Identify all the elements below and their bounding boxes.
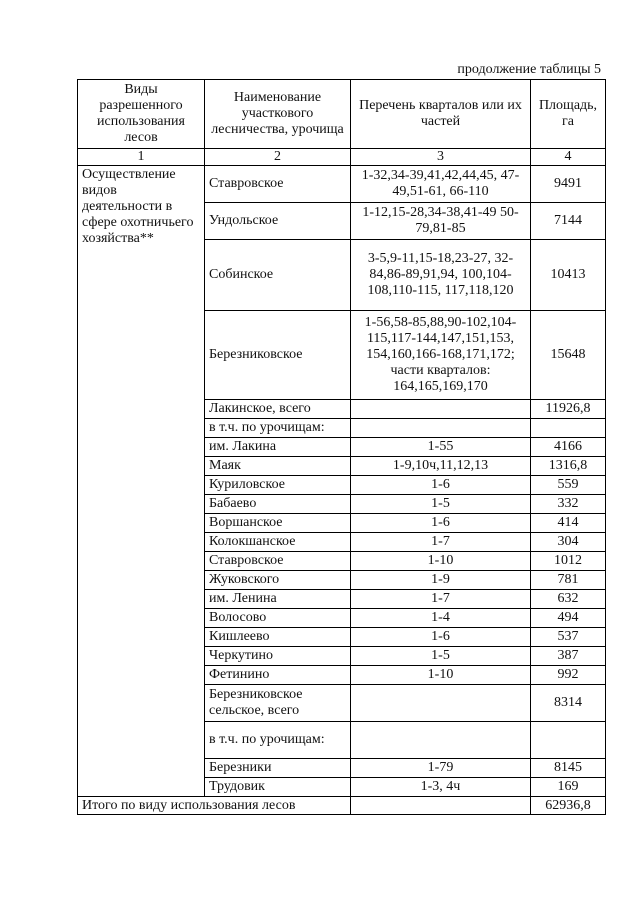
forestry-name-cell: Березниковское [205,311,351,400]
blocks-cell [351,419,531,438]
blocks-cell: 1-3, 4ч [351,778,531,797]
forestry-name-cell: Колокшанское [205,533,351,552]
column-number-row [78,149,606,166]
blocks-cell [351,400,531,419]
area-cell: 4166 [531,438,606,457]
blocks-cell: 1-32,34-39,41,42,44,45, 47-49,51-61, 66-110 [351,166,531,203]
table-header-row [78,80,606,149]
forestry-name-cell: Ставровское [205,166,351,203]
blocks-cell: 1-9,10ч,11,12,13 [351,457,531,476]
blocks-cell: 1-10 [351,552,531,571]
blocks-cell: 1-4 [351,609,531,628]
area-cell: 8314 [531,685,606,722]
forestry-name-cell: Березниковское сельское, всего [205,685,351,722]
blocks-cell: 1-10 [351,666,531,685]
header-usage: Виды разрешенного использования лесов [78,80,205,149]
header-blocks: Перечень кварталов или их частей [351,80,531,149]
area-cell: 387 [531,647,606,666]
blocks-cell: 1-7 [351,533,531,552]
table-continuation-caption: продолжение таблицы 5 [457,62,601,77]
forestry-name-cell: Фетинино [205,666,351,685]
forestry-name-cell: Черкутино [205,647,351,666]
blocks-cell [351,685,531,722]
blocks-cell: 1-7 [351,590,531,609]
forestry-name-cell: в т.ч. по урочищам: [205,722,351,759]
area-cell: 11926,8 [531,400,606,419]
blocks-cell: 1-12,15-28,34-38,41-49 50-79,81-85 [351,203,531,240]
area-cell: 304 [531,533,606,552]
forestry-name-cell: Кишлеево [205,628,351,647]
area-cell: 332 [531,495,606,514]
forestry-name-cell: Жуковского [205,571,351,590]
area-cell: 992 [531,666,606,685]
forestry-name-cell: Трудовик [205,778,351,797]
area-cell: 169 [531,778,606,797]
area-cell [531,419,606,438]
forestry-name-cell: Маяк [205,457,351,476]
forest-usage-table [77,79,606,815]
area-cell: 1316,8 [531,457,606,476]
area-cell: 8145 [531,759,606,778]
blocks-cell: 1-5 [351,647,531,666]
column-number: 1 [78,149,205,166]
usage-type-cell: Осуществление видов деятельности в сфере охотничьего хозяйства** [78,166,205,797]
blocks-cell: 1-55 [351,438,531,457]
blocks-cell: 1-9 [351,571,531,590]
area-cell: 7144 [531,203,606,240]
area-cell: 781 [531,571,606,590]
blocks-cell: 1-5 [351,495,531,514]
table-row [78,166,606,203]
blocks-cell: 1-6 [351,514,531,533]
blocks-cell [351,722,531,759]
area-cell: 10413 [531,240,606,311]
blocks-cell: 1-6 [351,476,531,495]
forestry-name-cell: Воршанское [205,514,351,533]
area-cell: 9491 [531,166,606,203]
area-cell: 559 [531,476,606,495]
total-area: 62936,8 [531,797,606,815]
area-cell [531,722,606,759]
area-cell: 632 [531,590,606,609]
area-cell: 537 [531,628,606,647]
area-cell: 15648 [531,311,606,400]
area-cell: 1012 [531,552,606,571]
column-number: 3 [351,149,531,166]
header-forestry: Наименование участкового лесничества, урочища [205,80,351,149]
blocks-cell: 1-56,58-85,88,90-102,104-115,117-144,147,151,153, 154,160,166-168,171,172; части кварталов: 164,165,169,170 [351,311,531,400]
column-number: 4 [531,149,606,166]
forestry-name-cell: Собинское [205,240,351,311]
header-area: Площадь, га [531,80,606,149]
forestry-name-cell: Куриловское [205,476,351,495]
total-blocks-cell [351,797,531,815]
forestry-name-cell: Бабаево [205,495,351,514]
forestry-name-cell: Березники [205,759,351,778]
blocks-cell: 3-5,9-11,15-18,23-27, 32-84,86-89,91,94, 100,104-108,110-115, 117,118,120 [351,240,531,311]
blocks-cell: 1-6 [351,628,531,647]
column-number: 2 [205,149,351,166]
blocks-cell: 1-79 [351,759,531,778]
forestry-name-cell: Ставровское [205,552,351,571]
area-cell: 414 [531,514,606,533]
forestry-name-cell: Лакинское, всего [205,400,351,419]
forestry-name-cell: Волосово [205,609,351,628]
forestry-name-cell: Ундольское [205,203,351,240]
forestry-name-cell: им. Лакина [205,438,351,457]
area-cell: 494 [531,609,606,628]
forestry-name-cell: в т.ч. по урочищам: [205,419,351,438]
forestry-name-cell: им. Ленина [205,590,351,609]
total-label: Итого по виду использования лесов [78,797,351,815]
total-row [78,797,606,815]
